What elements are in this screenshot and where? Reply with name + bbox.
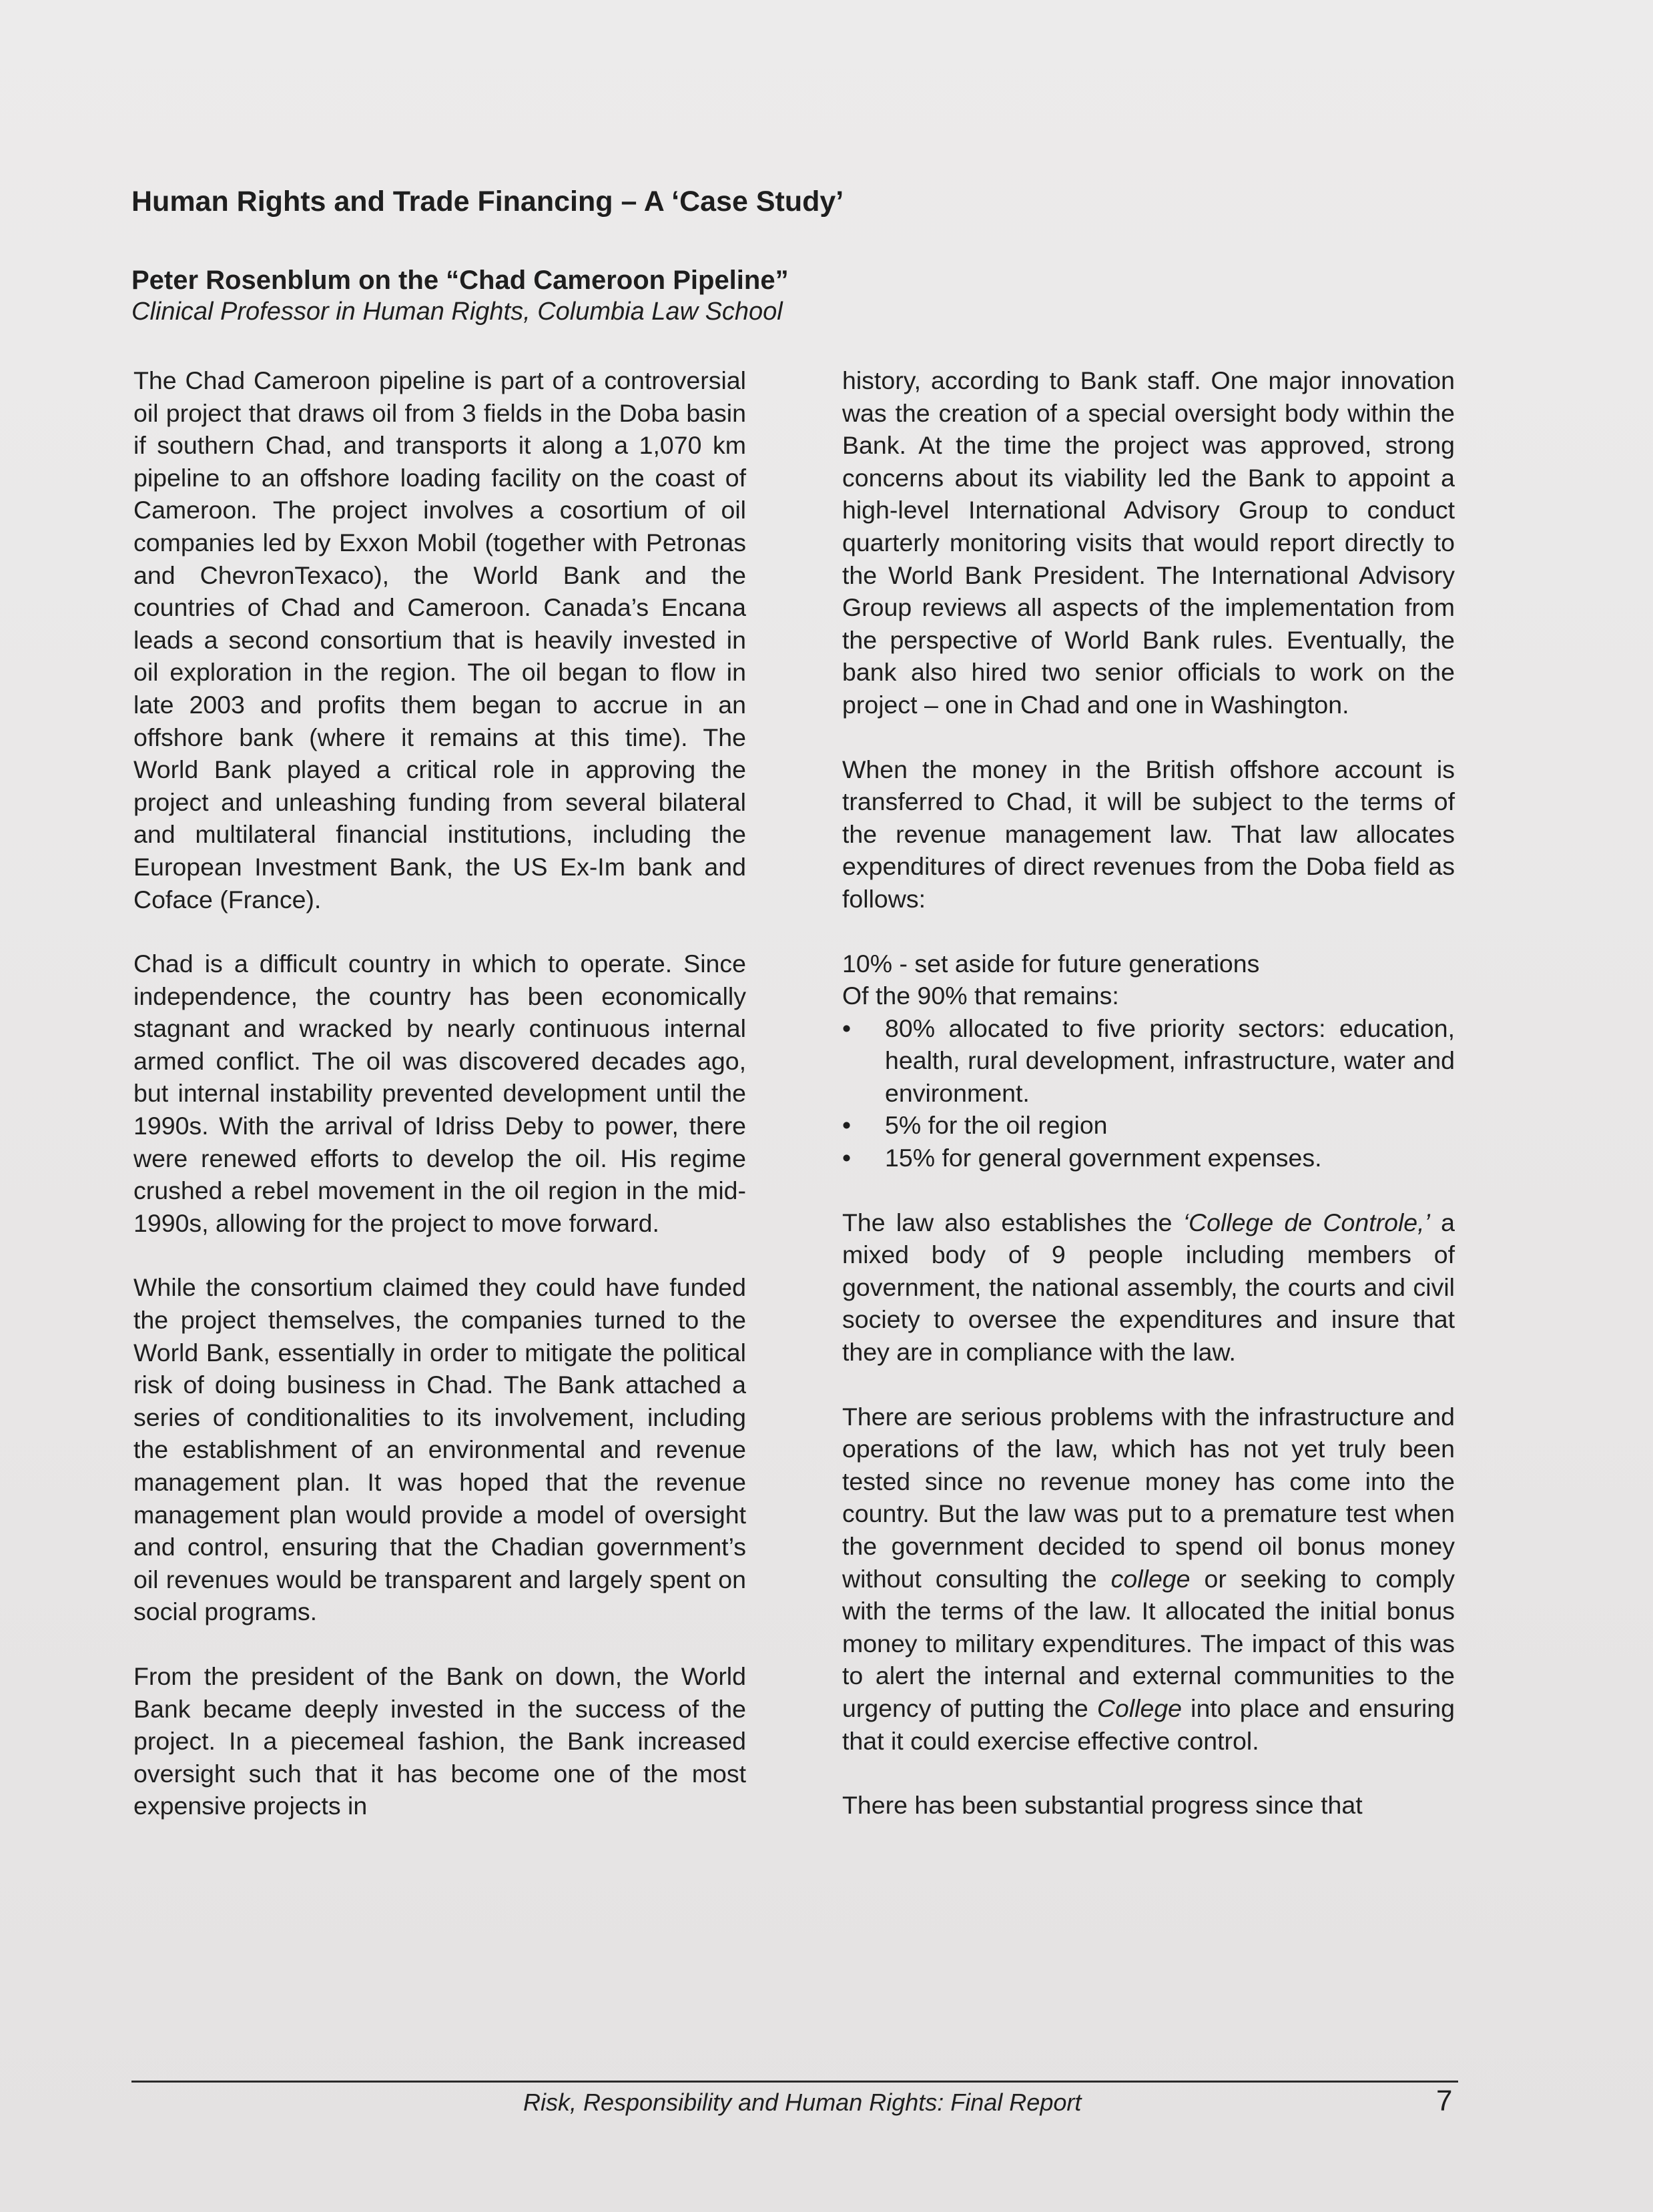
college-de-controle-term: ‘College de Controle,’	[1183, 1208, 1430, 1236]
allocation-list	[842, 1012, 1455, 1174]
paragraph-world-bank-conditions: While the consortium claimed they could have funded the project themselves, the companies turned to the World Bank, essentially in order to mitigate the political risk of doing business in Chad. The Bank attached a series of conditionalities to its involvement, including the establishment of an environmental and revenue management plan. It was hoped that the revenue management plan would provide a model of oversight and control, ensuring that the Chadian government’s oil revenues would be transparent and largely spent on social programs.	[133, 1273, 746, 1626]
page-number: 7	[1436, 2085, 1453, 2117]
article-subtitle: Peter Rosenblum on the “Chad Cameroon Pipeline”	[131, 266, 789, 295]
allocation-item-priority-sectors: • 80% allocated to five priority sectors: education, health, rural development, infrastructure, water and environment.	[842, 1012, 1455, 1110]
paragraph-college-de-controle: The law also establishes the ‘College de Controle,’ a mixed body of 9 people including members of government, the national assembly, the courts and civil society to oversee the expenditures and insure that they are in compliance with the law.	[842, 1208, 1455, 1367]
allocation-item-government-expenses: • 15% for general government expenses.	[842, 1142, 1455, 1174]
paragraph-substantial-progress: There has been substantial progress since that	[842, 1791, 1363, 1820]
footer-report-title: Risk, Responsibility and Human Rights: Final Report	[523, 2089, 1082, 2116]
article-title: Human Rights and Trade Financing – A ‘Case Study’	[131, 186, 844, 218]
right-column	[842, 364, 1455, 1822]
paragraph-bank-oversight: From the president of the Bank on down, the World Bank became deeply invested in the success of the project. In a piecemeal fashion, the Bank increased oversight such that it has become one of the most expensive projects in	[133, 1662, 746, 1820]
allocation-line-remaining: Of the 90% that remains:	[842, 982, 1119, 1010]
left-column	[133, 364, 746, 1822]
allocation-item-oil-region: • 5% for the oil region	[842, 1109, 1455, 1142]
paragraph-advisory-group: history, according to Bank staff. One major innovation was the creation of a special oversight body within the Bank. At the time the project was approved, strong concerns about its viability led the Bank to appoint a high-level International Advisory Group to conduct quarterly monitoring visits that would report directly to the World Bank President. The International Advisory Group reviews all aspects of the implementation from the perspective of World Bank rules. Eventually, the bank also hired two senior officials to work on the project – one in Chad and one in Washington.	[842, 366, 1455, 719]
footer-divider	[131, 2081, 1458, 2083]
allocation-line-future-generations: 10% - set aside for future generations	[842, 949, 1260, 978]
paragraph-law-problems: There are serious problems with the infrastructure and operations of the law, which has not yet truly been tested since no revenue money has come into the country. But the law was put to a premature test when the government decided to spend oil bonus money without consulting the college or seeking to comply with the terms of the law. It allocated the initial bonus money to military expenditures. The impact of this was to alert the internal and external communities to the urgency of putting the College into place and ensuring that it could exercise effective control.	[842, 1402, 1455, 1755]
author-affiliation: Clinical Professor in Human Rights, Columbia Law School	[131, 298, 783, 326]
paragraph-revenue-law: When the money in the British offshore account is transferred to Chad, it will be subject to the terms of the revenue management law. That law allocates expenditures of direct revenues from the Doba field as follows:	[842, 755, 1455, 913]
paragraph-pipeline-overview: The Chad Cameroon pipeline is part of a controversial oil project that draws oil from 3 fields in the Doba basin if southern Chad, and transports it along a 1,070 km pipeline to an offshore loading facility on the coast of Cameroon. The project involves a cosortium of oil companies led by Exxon Mobil (together with Petronas and ChevronTexaco), the World Bank and the countries of Chad and Cameroon. Canada’s Encana leads a second consortium that is heavily invested in oil exploration in the region. The oil began to flow in late 2003 and profits them began to accrue in an offshore bank (where it remains at this time). The World Bank played a critical role in approving the project and unleashing funding from several bilateral and multilateral financial institutions, including the European Investment Bank, the US Ex-Im bank and Coface (France).	[133, 366, 746, 913]
paragraph-chad-context: Chad is a difficult country in which to operate. Since independence, the country has been economically stagnant and wracked by nearly continuous internal armed conflict. The oil was discovered decades ago, but internal instability prevented development until the 1990s. With the arrival of Idriss Deby to power, there were renewed efforts to develop the oil. His regime crushed a rebel movement in the oil region in the mid-1990s, allowing for the project to move forward.	[133, 950, 746, 1237]
